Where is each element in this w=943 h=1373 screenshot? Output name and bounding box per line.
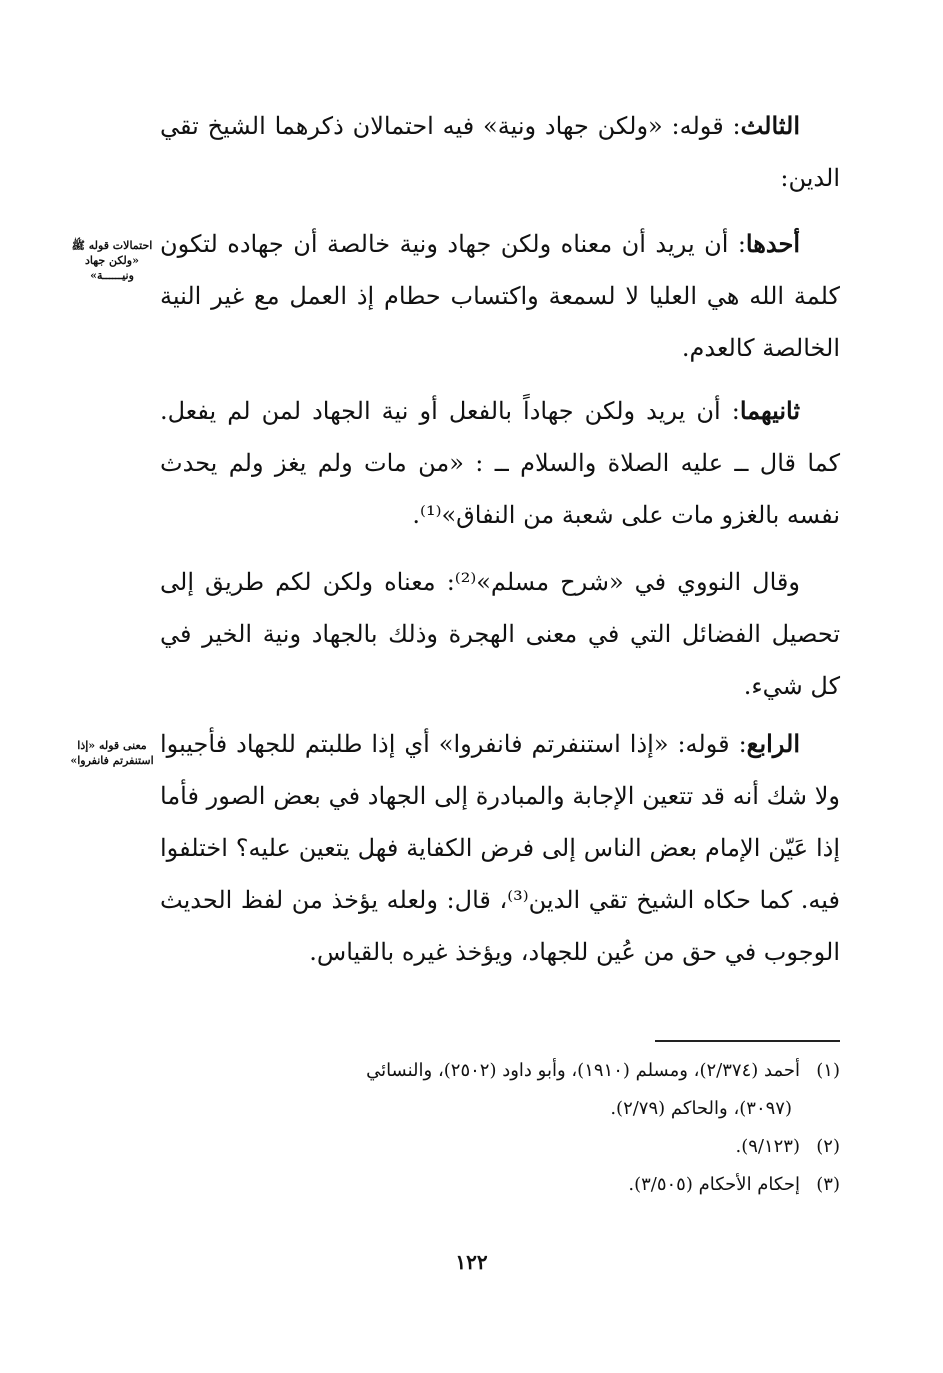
footnote-divider [655, 1040, 840, 1042]
footnote-2 [160, 1128, 840, 1166]
paragraph-lead: الثالث [740, 111, 800, 140]
paragraph-nawawi [160, 556, 840, 712]
paragraph-text: : قوله: «ولكن جهاد ونية» فيه احتمالان ذكرهما الشيخ تقي الدين: [160, 112, 840, 192]
paragraph-third [160, 100, 840, 204]
footnote-text: (٩/١٢٣). [735, 1136, 800, 1157]
margin-note-istanfartum: معنى قوله «إذا استنفرتم فانفروا» [70, 739, 154, 767]
paragraph-second-possibility [160, 385, 840, 541]
paragraph-text: وقال النووي في «شرح مسلم»⁽²⁾: معناه ولكن لكم طريق إلى تحصيل الفضائل التي في معنى الهجرة وذلك بالجهاد ونية الخير في كل شيء. [160, 568, 840, 700]
paragraph-lead: الرابع [746, 729, 801, 758]
footnote-3 [160, 1166, 840, 1204]
footnote-number: (١) [816, 1060, 840, 1081]
footnote-1-continued: (٣٠٩٧)، والحاكم (٢/٧٩). [610, 1098, 792, 1119]
paragraph-lead: أحدها [745, 229, 800, 258]
footnote-1 [160, 1052, 840, 1090]
paragraph-text: : أن يريد ولكن جهاداً بالفعل أو نية الجهاد لمن لم يفعل. كما قال ــ عليه الصلاة والسلام ــ : «من مات ولم يغز ولم يحدث نفسه بالغزو مات على شعبة من النفاق»⁽¹⁾. [160, 397, 840, 529]
footnotes [160, 1052, 840, 1204]
paragraph-text: : أن يريد أن معناه ولكن جهاد ونية خالصة أن جهاده لتكون كلمة الله هي العليا لا لسمعة واكتساب حطام إذ العمل مع غير النية الخالصة كالعدم. [160, 230, 840, 362]
footnote-text: إحكام الأحكام (٣/٥٠٥). [628, 1174, 800, 1195]
margin-note-possibilities: احتمالات قوله ﷺ «ولكن جهاد ونيــــــة» [71, 239, 153, 282]
page-number: ١٢٢ [455, 1250, 488, 1274]
paragraph-fourth [160, 718, 840, 978]
footnote-text: أحمد (٢/٣٧٤)، ومسلم (١٩١٠)، وأبو داود (٢٥٠٢)، والنسائي [366, 1060, 800, 1081]
footnote-number: (٢) [816, 1136, 840, 1157]
paragraph-text: : قوله: «إذا استنفرتم فانفروا» أي إذا طلبتم للجهاد فأجيبوا ولا شك أنه قد تتعين الإجابة والمبادرة إلى الجهاد في بعض الصور فأما إذا عَيّن الإمام بعض الناس إلى فرض الكفاية فهل يتعين عليه؟ اختلفوا فيه. كما حكاه الشيخ تقي الدين⁽³⁾، قال: ولعله يؤخذ من لفظ الحديث الوجوب في حق من عُين للجهاد، ويؤخذ غيره بالقياس. [160, 730, 840, 966]
footnote-number: (٣) [816, 1174, 840, 1195]
paragraph-lead: ثانيهما [739, 396, 800, 425]
paragraph-first-possibility [160, 218, 840, 374]
